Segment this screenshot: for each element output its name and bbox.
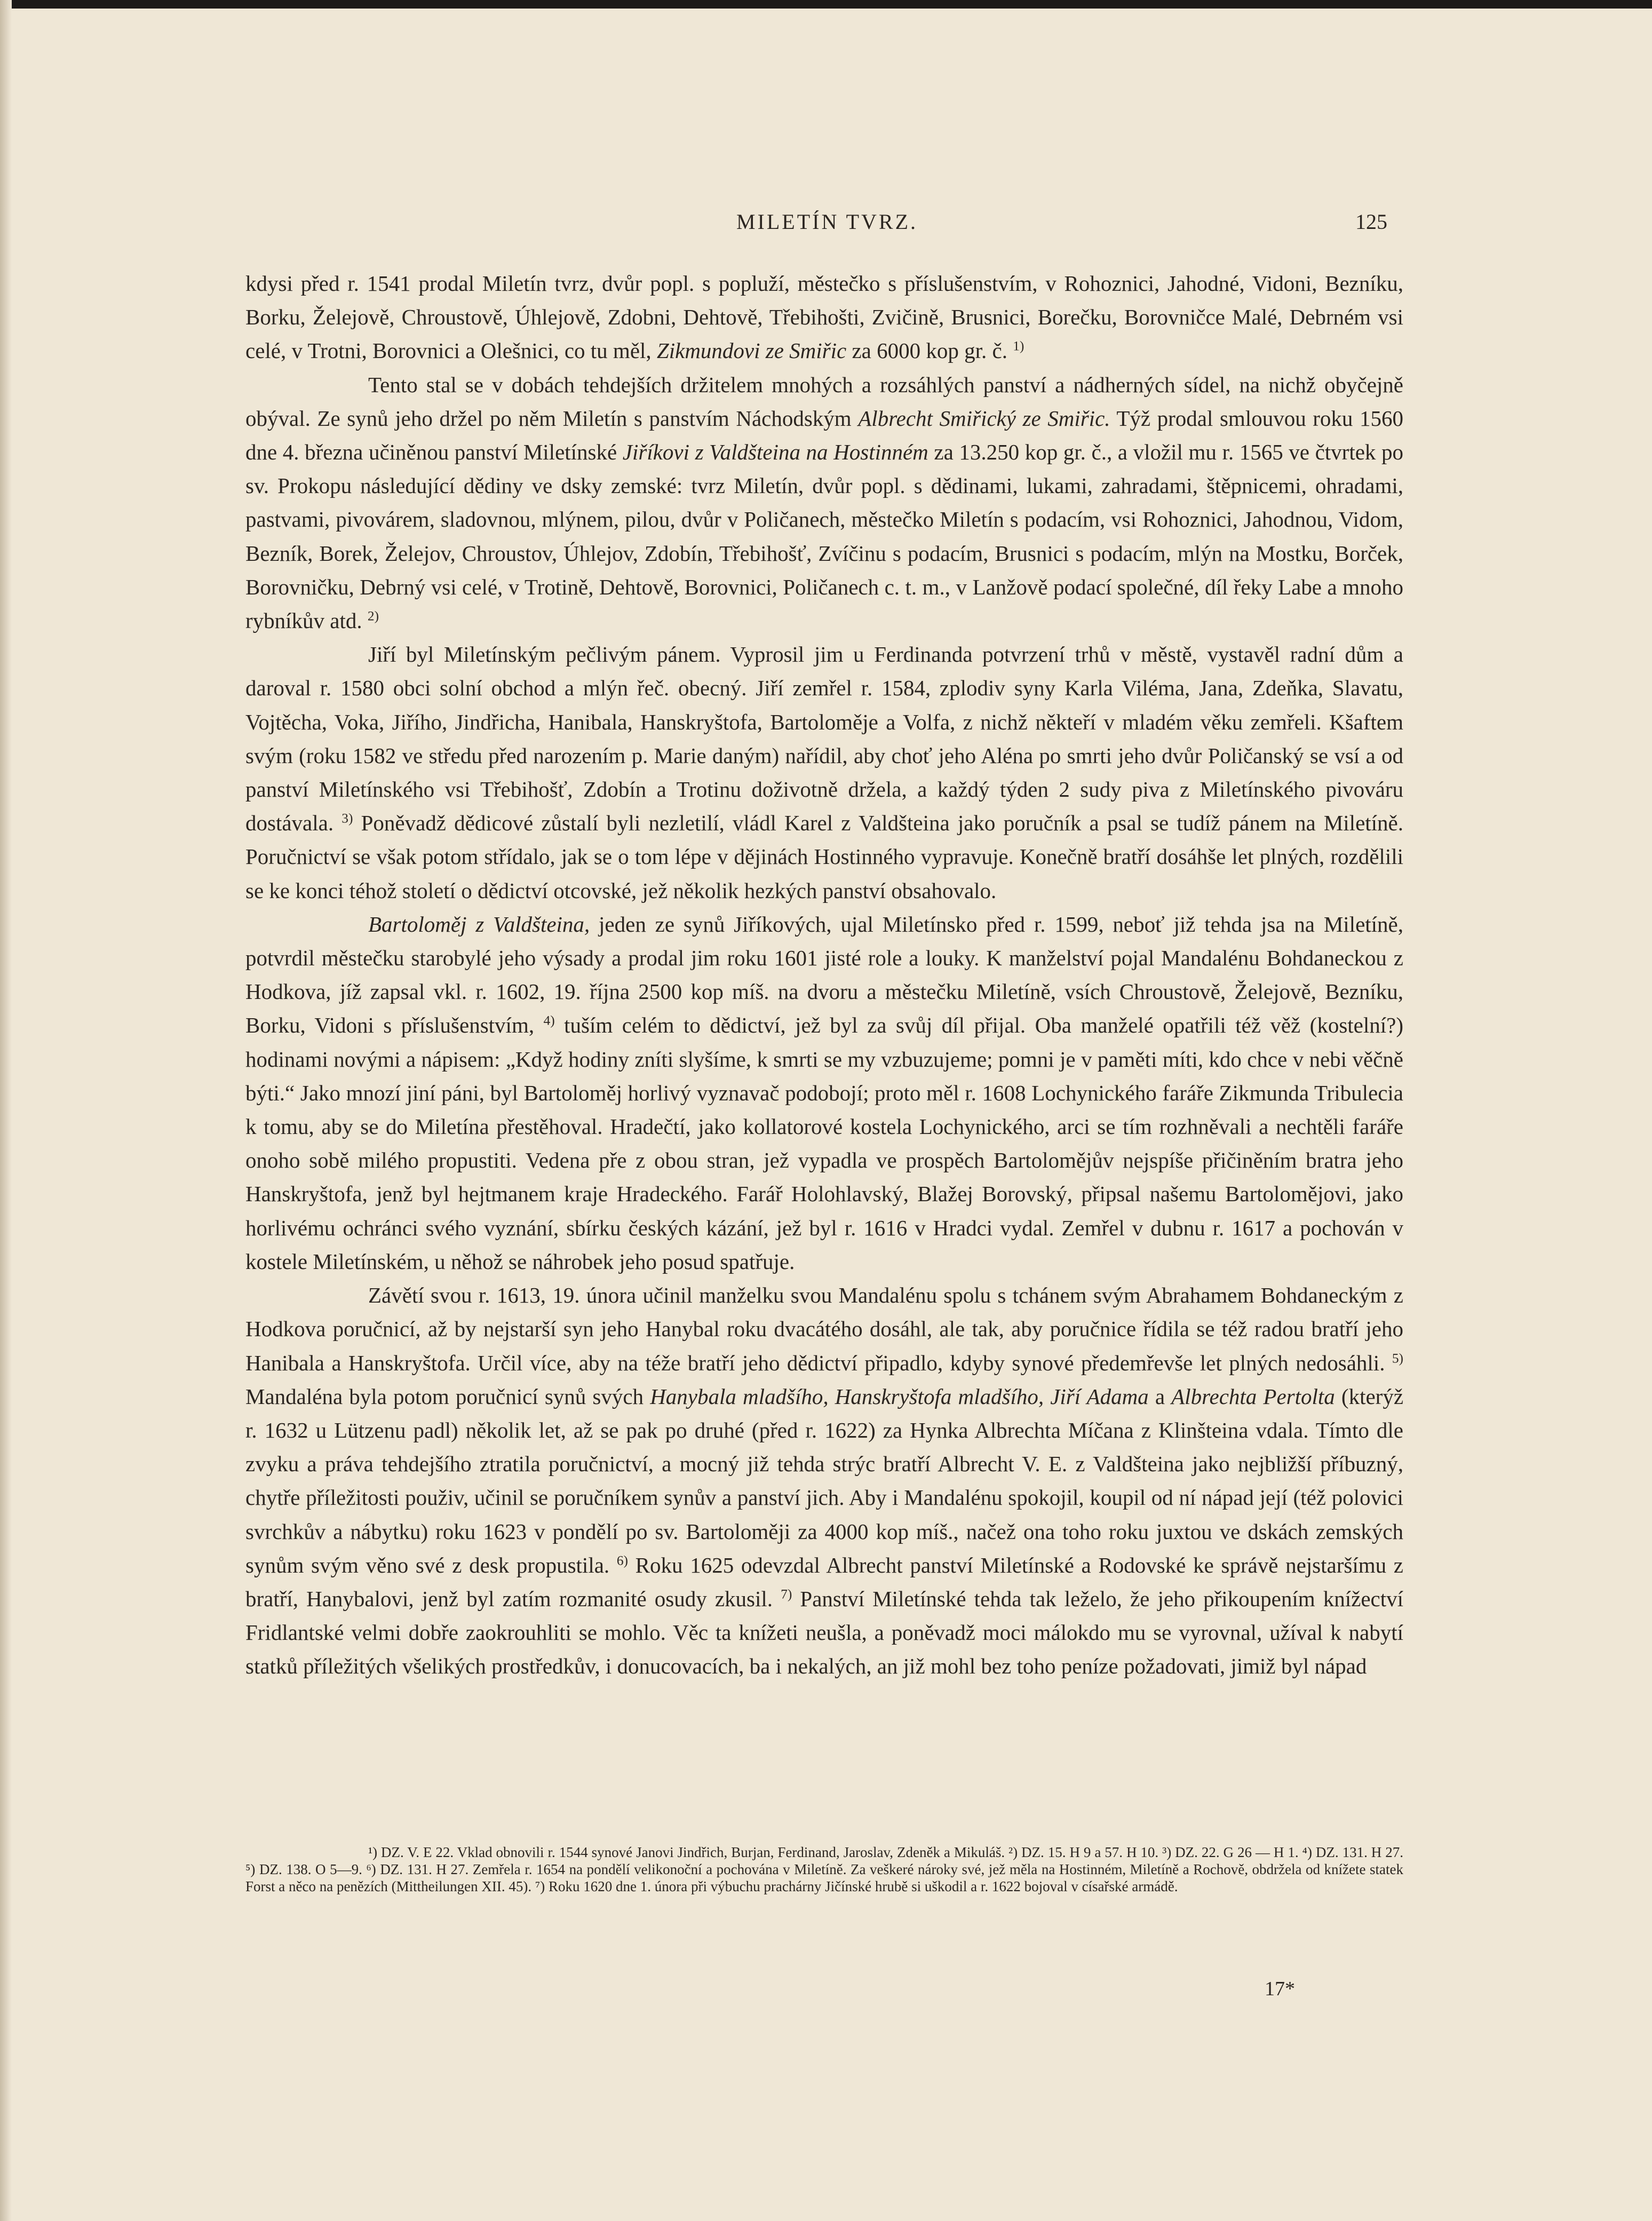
italic-name: Bartoloměj z Valdšteina, xyxy=(368,911,590,937)
signature-mark: 17* xyxy=(1265,1978,1295,2000)
footnote-ref: 5) xyxy=(1392,1350,1403,1366)
page-header xyxy=(245,209,1409,241)
footnote-ref: 7) xyxy=(781,1587,792,1602)
footnote-ref: 6) xyxy=(616,1553,628,1568)
paragraph-4: Bartoloměj z Valdšteina, jeden ze synů Jiříkových, ujal Miletínsko před r. 1599, neboť již tehda jsa na Miletíně, potvrdil městečku starobylé jeho výsady a prodal jim roku 1601 jisté role a louky. K manželství pojal Mandalénu Bohdaneckou z Hodkova, jíž zapsal vkl. r. 1602, 19. října 2500 kop míš. na dvoru a městečku Miletíně, vsích Chroustově, Želejově, Bezníku, Borku, Vidoni s příslušenstvím, $^{4)}$ tuším celém to dědictví, jež byl za svůj díl přijal. Oba manželé opatřili též věž (kostelní?) hodinami novými a nápisem: „Když hodiny zníti slyšíme, k smrti se my vzbuzujeme; pomni je v paměti míti, kdo chce v nebi věčně býti.“ Jako mnozí jiní páni, byl Bartoloměj horlivý vyznavač podobojí; proto měl r. 1608 Lochynického faráře Zikmunda Tribulecia k tomu, aby se do Miletína přestěhoval. Hradečtí, jako kollatorové kostela Lochynického, arci se tím rozhněvali a nechtěli faráře onoho sobě milého propustiti. Vedena pře z obou stran, jež vypadla ve prospěch Bartolomějův nejspíše přičiněním bratra jeho Hanskryštofa, jenž byl hejtmanem kraje Hradeckého. Farář Holohlavský, Blažej Borovský, připsal našemu Bartolomějovi, jako horlivému ochránci svého vyznání, sbírku českých kázání, jež byl r. 1616 v Hradci vydal. Zemřel v dubnu r. 1617 a pochován v kostele Miletínském, u něhož se náhrobek jeho posud spatřuje. xyxy=(245,911,1404,1274)
paragraph-1: kdysi před r. 1541 prodal Miletín tvrz, dvůr popl. s popluží, městečko s příslušenstvím, v Rohoznici, Jahodné, Vidoni, Bezníku, Borku, Želejově, Chroustově, Úhlejově, Zdobni, Dehtově, Třebihošti, Zvičině, Brusnici, Borečku, Borovničce Malé, Debrném vsi celé, v Trotni, Borovnici a Olešnici, co tu měl, Zikmundovi ze Smiřic za 6000 kop gr. č. $^{1)}$ xyxy=(245,271,1403,363)
running-title: MILETÍN TVRZ. xyxy=(736,210,918,234)
paragraph-5: Závětí svou r. 1613, 19. února učinil manželku svou Mandalénu spolu s tchánem svým Abrahamem Bohdaneckým z Hodkova poručnicí, až by nejstarší syn jeho Hanybal roku dvacátého dosáhl, ale tak, aby poručnice řídila se též radou bratří jeho Hanibala a Hanskryštofa. Určil více, aby na téže bratří jeho dědictví připadlo, kdyby synové předemřevše let plných nedosáhli. $^{5)}$ Mandaléna byla potom poručnicí synů svých Hanybala mladšího, Hanskryštofa mladšího, Jiří Adama a Albrechta Pertolta (kterýž r. 1632 u Lützenu padl) několik let, až se pak po druhé (před r. 1622) za Hynka Albrechta Míčana z Klinšteina vdala. Tímto dle zvyku a práva tehdejšího ztratila poručnictví, a mocný již tehda strýc bratří Albrecht V. E. z Valdšteina jako nejbližší příbuzný, chytře příležitosti použiv, učinil se poručníkem synův a panství jich. Aby i Mandalénu spokojil, koupil od ní nápad její (též polovici svrchkův a nábytku) roku 1623 v pondělí po sv. Bartoloměji za 4000 kop míš., načež ona toho roku juxtou ve dskách zemských synům svým věno své z desk propustila. $^{6)}$ Roku 1625 odevzdal Albrecht panství Miletínské a Rodovské ke správě nejstaršímu z bratří, Hanybalovi, jenž byl zatím rozmanité osudy zkusil. $^{7)}$ Panství Miletínské tehda tak leželo, že jeho přikoupením knížectví Fridlantské velmi dobře zaokrouhliti se mohlo. Věc ta knížeti neušla, a poněvadž moci málokdo mu se vyrovnal, užíval k nabytí statků příležitých všelikých prostředkův, i donucovacích, ba i nekalých, an již mohl bez toho peníze požadovati, jimiž byl nápad xyxy=(245,1283,1404,1679)
italic-name: Hanybala mladšího, Hanskryštofa mladšího, Jiří Adama xyxy=(650,1384,1149,1409)
italic-name: Albrecht Smiřický ze Smiřic. xyxy=(858,406,1110,431)
paragraph-2: Tento stal se v dobách tehdejších držitelem mnohých a rozsáhlých panství a nádherných sídel, na nichž obyčejně obýval. Ze synů jeho držel po něm Miletín s panstvím Náchodským Albrecht Smiřický ze Smiřic. Týž prodal smlouvou roku 1560 dne 4. března učiněnou panství Miletínské Jiříkovi z Valdšteina na Hostinném za 13.250 kop gr. č., a vložil mu r. 1565 ve čtvrtek po sv. Prokopu následující dědiny ve dsky zemské: tvrz Miletín, dvůr popl. s dědinami, lukami, zahradami, štěpnicemi, ohradami, pastvami, pivovárem, sladovnou, mlýnem, pilou, dvůr v Poličanech, městečko Miletín s podacím, vsi Rohoznici, Jahodnou, Vidom, Bezník, Borek, Želejov, Chroustov, Úhlejov, Zdobín, Třebihošť, Zvíčinu s podacím, Brusnici s podacím, mlýn na Mostku, Borček, Borovničku, Debrný vsi celé, v Trotině, Dehtově, Borovnici, Poličanech c. t. m., v Lanžově podací společné, díl řeky Labe a mnoho rybníkův atd. $^{2)}$ xyxy=(245,372,1403,633)
footnote-ref: 4) xyxy=(543,1013,555,1028)
italic-name: Zikmundovi ze Smiřic xyxy=(656,338,847,363)
footnote-ref: 1) xyxy=(1013,338,1024,354)
page-binding-edge xyxy=(0,0,12,2221)
italic-name: Jiříkovi z Valdšteina na Hostinném xyxy=(622,440,928,465)
footnotes: ¹) DZ. V. E 22. Vklad obnovili r. 1544 synové Janovi Jindřich, Burjan, Ferdinand, Jaroslav, Zdeněk a Mikuláš. ²) DZ. 15. H 9 a 57. H 10. ³) DZ. 22. G 26 — H 1. ⁴) DZ. 131. H 27. ⁵) DZ. 138. O 5—9. ⁶) DZ. 131. H 27. Zemřela r. 1654 na pondělí velikonoční a pochována v Miletíně. Za veškeré nároky své, jež měla na Hostinném, Miletíně a Rochově, obdržela od knížete statek Forst a něco na penězích (Mittheilungen XII. 45). ⁷) Roku 1620 dne 1. února při výbuchu prachárny Jičínské hrubě si uškodil a r. 1622 bojoval v císařské armádě. xyxy=(245,1844,1403,1894)
footnote-ref: 3) xyxy=(341,811,353,826)
footnote-ref: 2) xyxy=(367,608,379,624)
paragraph-3: Jiří byl Miletínským pečlivým pánem. Vyprosil jim u Ferdinanda potvrzení trhů v městě, vystavěl radní dům a daroval r. 1580 obci solní obchod a mlýn řeč. obecný. Jiří zemřel r. 1584, zplodiv syny Karla Viléma, Jana, Zdeňka, Slavatu, Vojtěcha, Voka, Jiřího, Jindřicha, Hanibala, Hanskryštofa, Bartoloměje a Volfa, z nichž někteří v mladém věku zemřeli. Kšaftem svým (roku 1582 ve středu před narozením p. Marie daným) nařídil, aby choť jeho Aléna po smrti jeho dvůr Poličanský se vsí a od panství Miletínského vsi Třebihošť, Zdobín a Trotinu doživotně držela, a každý týden 2 sudy piva z Miletínského pivováru dostávala. $^{3)}$ Poněvadž dědicové zůstalí byli nezletilí, vládl Karel z Valdšteina jako poručník a psal se tudíž pánem na Miletíně. Poručnictví se však potom střídalo, jak se o tom lépe v dějinách Hostinného vypravuje. Konečně bratří dosáhše let plných, rozdělili se ke konci téhož století o dědictví otcovské, jež několik hezkých panství obsahovalo. xyxy=(245,642,1404,903)
page-number: 125 xyxy=(1355,210,1387,234)
italic-name: Albrechta Pertolta xyxy=(1171,1384,1335,1409)
body-text xyxy=(245,267,1403,1684)
page-top-edge xyxy=(0,0,1652,9)
